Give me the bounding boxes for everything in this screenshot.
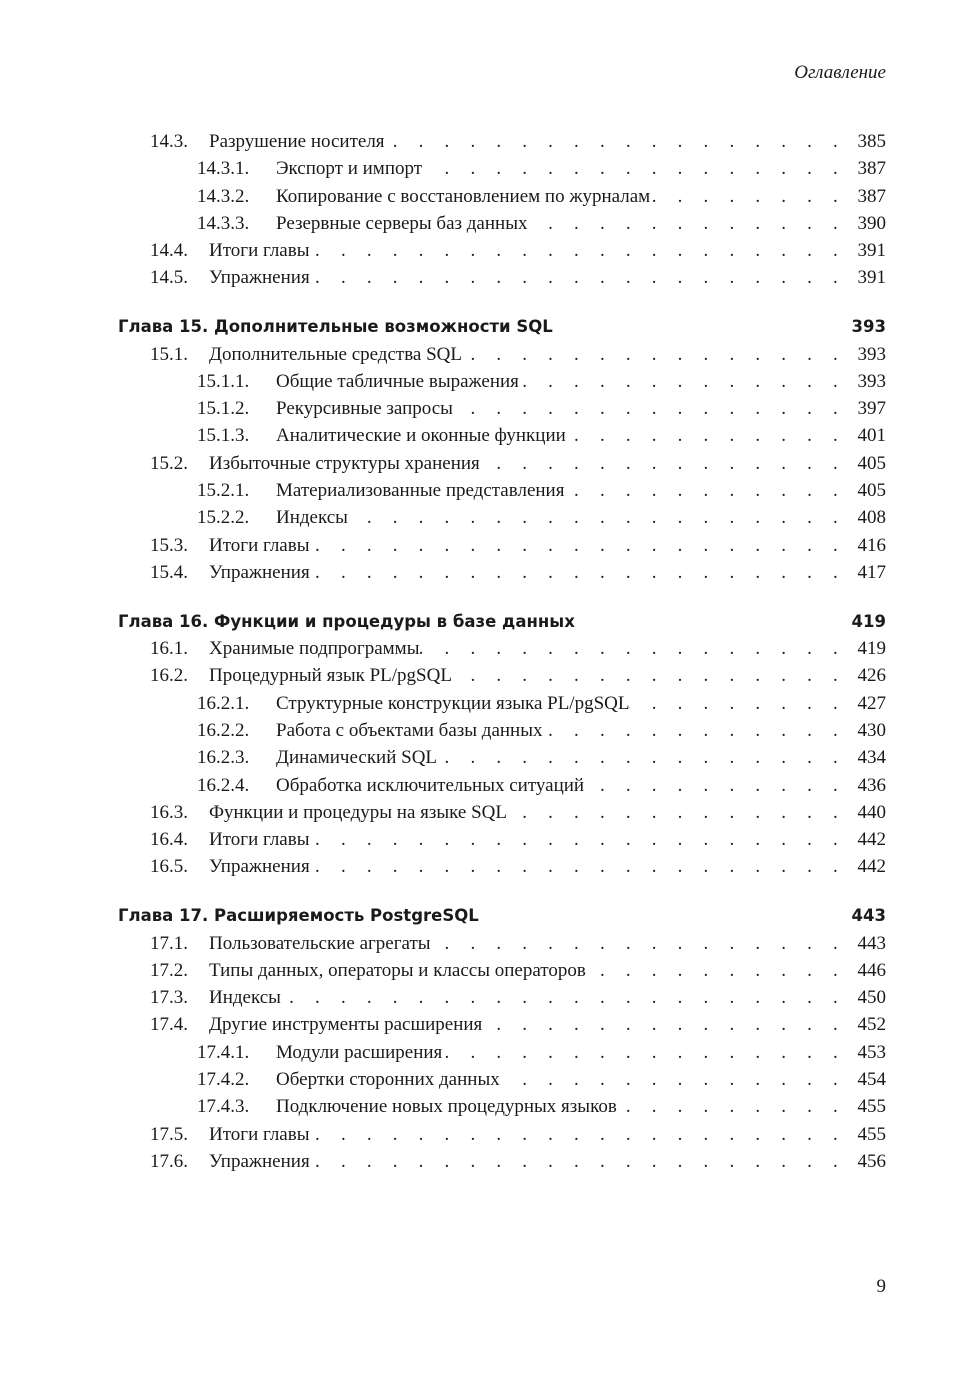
entry-number: 16.4. [150,829,188,851]
entry-page: 426 [857,665,886,687]
dot-leader [462,341,846,368]
entry-number: 15.2. [150,452,188,474]
entry-number: 15.2.1. [197,480,250,502]
entry-page: 427 [857,692,886,714]
toc-subsection-entry[interactable] [118,717,886,744]
entry-page: 453 [857,1041,886,1063]
toc-section-entry[interactable] [118,799,886,826]
dot-leader [519,368,846,395]
toc-section-entry[interactable] [118,1121,886,1148]
entry-page: 387 [857,185,886,207]
toc-section-entry[interactable] [118,450,886,477]
entry-page: 434 [857,747,886,769]
dot-leader [309,826,846,853]
chapter-page: 443 [851,906,886,926]
entry-number: 15.2.2. [197,507,250,529]
dot-leader [419,635,846,662]
dot-leader [566,422,846,449]
entry-title: Материализованные представления [276,480,565,502]
entry-page: 417 [857,561,886,583]
chapter-page: 419 [851,611,886,631]
toc-subsection-entry[interactable] [118,210,886,237]
entry-title: Хранимые подпрограммы [209,638,420,660]
dot-leader [507,799,846,826]
entry-page: 391 [857,267,886,289]
toc-subsection-entry[interactable] [118,395,886,422]
running-head: Оглавление [794,62,886,83]
entry-number: 17.3. [150,987,188,1009]
dot-leader [348,504,846,531]
entry-number: 15.1.2. [197,398,250,420]
toc-subsection-entry[interactable] [118,504,886,531]
entry-number: 17.1. [150,932,188,954]
entry-page: 408 [857,507,886,529]
entry-number: 17.5. [150,1123,188,1145]
entry-page: 385 [857,131,886,152]
toc-section-entry[interactable] [118,237,886,264]
dot-leader [527,210,846,237]
dot-leader [309,532,846,559]
entry-page: 446 [857,959,886,981]
entry-page: 430 [857,719,886,741]
entry-title: Индексы [209,987,281,1009]
toc-section-entry[interactable] [118,853,886,880]
chapter-title: Глава 16. Функции и процедуры в базе данных [118,611,575,631]
entry-page: 393 [857,343,886,365]
chapter-title: Глава 17. Расширяемость PostgreSQL [118,906,479,926]
entry-page: 436 [857,774,886,796]
entry-title: Рекурсивные запросы [276,398,453,420]
entry-page: 454 [857,1069,886,1090]
entry-number: 15.1.1. [197,370,250,392]
entry-page: 440 [857,801,886,823]
entry-number: 14.3.3. [197,212,250,234]
toc-subsection-entry[interactable] [118,477,886,504]
toc-subsection-entry[interactable] [118,690,886,717]
entry-title: Упражнения [209,267,310,289]
dot-leader [310,559,846,586]
toc-subsection-entry[interactable] [118,183,886,210]
entry-page: 416 [857,534,886,556]
dot-leader [629,690,846,717]
entry-title: Другие инструменты расширения [209,1014,483,1036]
entry-page: 405 [857,480,886,502]
entry-number: 15.4. [150,561,188,583]
toc-subsection-entry[interactable] [118,368,886,395]
entry-number: 17.4.3. [197,1096,250,1118]
toc-subsection-entry[interactable] [118,1093,886,1120]
toc-section-entry[interactable] [118,1148,886,1175]
entry-number: 14.3.1. [197,158,250,180]
entry-title: Обертки сторонних данных [276,1069,500,1090]
dot-leader [309,1121,846,1148]
entry-page: 390 [857,212,886,234]
entry-title: Итоги главы [209,829,310,851]
entry-page: 455 [857,1096,886,1118]
chapter-heading[interactable] [118,902,886,929]
toc-section-entry[interactable] [118,1011,886,1038]
dot-leader [453,395,846,422]
entry-title: Копирование с восстановлением по журналам [276,185,651,207]
dot-leader [310,853,846,880]
entry-title: Аналитические и оконные функции [276,425,566,447]
entry-number: 15.1. [150,343,188,365]
entry-title: Дополнительные средства SQL [209,343,463,365]
entry-title: Процедурный язык PL/pgSQL [209,665,452,687]
dot-leader [431,930,846,957]
toc-subsection-entry[interactable] [118,422,886,449]
toc-section-entry[interactable] [118,532,886,559]
entry-page: 443 [857,932,886,954]
entry-page: 405 [857,452,886,474]
toc-subsection-entry[interactable] [118,155,886,182]
entry-number: 14.5. [150,267,188,289]
toc-subsection-entry[interactable] [118,772,886,799]
entry-title: Работа с объектами базы данных [276,719,543,741]
entry-number: 16.2.4. [197,774,250,796]
dot-leader [422,155,846,182]
dot-leader [480,450,846,477]
dot-leader [310,1148,846,1175]
dot-leader [617,1093,846,1120]
toc-section-entry[interactable] [118,662,886,689]
entry-title: Индексы [276,507,348,529]
entry-number: 15.1.3. [197,425,250,447]
entry-title: Избыточные структуры хранения [209,452,480,474]
entry-title: Итоги главы [209,240,310,262]
entry-number: 16.1. [150,638,188,660]
toc-section-entry[interactable] [118,957,886,984]
dot-leader [452,662,846,689]
entry-title: Функции и процедуры на языке SQL [209,801,507,823]
entry-page: 397 [857,398,886,420]
entry-title: Пользовательские агрегаты [209,932,431,954]
entry-page: 452 [857,1014,886,1036]
dot-leader [586,957,846,984]
entry-page: 456 [857,1150,886,1172]
dot-leader [584,772,846,799]
entry-number: 14.3. [150,131,188,152]
entry-number: 16.2.2. [197,719,250,741]
entry-number: 15.3. [150,534,188,556]
dot-leader [482,1011,846,1038]
entry-title: Экспорт и импорт [276,158,423,180]
toc-section-entry[interactable] [118,264,886,291]
entry-page: 442 [857,856,886,878]
entry-number: 14.3.2. [197,185,250,207]
entry-number: 17.4.2. [197,1069,250,1090]
toc-section-entry[interactable] [118,930,886,957]
dot-leader [385,128,846,155]
entry-number: 17.6. [150,1150,188,1172]
entry-number: 17.4. [150,1014,188,1036]
entry-page: 450 [857,987,886,1009]
chapter-heading[interactable] [118,608,886,635]
entry-number: 16.2. [150,665,188,687]
entry-number: 14.4. [150,240,188,262]
entry-number: 16.2.3. [197,747,250,769]
entry-title: Динамический SQL [276,747,438,769]
toc-section-entry[interactable] [118,341,886,368]
entry-title: Подключение новых процедурных языков [276,1096,617,1118]
toc-section-entry[interactable] [118,826,886,853]
entry-page: 401 [857,425,886,447]
entry-title: Общие табличные выражения [276,370,519,392]
dot-leader [309,237,846,264]
chapter-page: 393 [851,317,886,337]
dot-leader [437,744,846,771]
entry-title: Структурные конструкции языка PL/pgSQL [276,692,630,714]
entry-number: 16.3. [150,801,188,823]
toc-subsection-entry[interactable] [118,1039,886,1066]
chapter-heading[interactable] [118,313,886,340]
entry-page: 442 [857,829,886,851]
entry-title: Итоги главы [209,1123,310,1145]
entry-title: Упражнения [209,856,310,878]
entry-title: Обработка исключительных ситуаций [276,774,585,796]
page-number: 9 [876,1276,886,1297]
dot-leader [442,1039,846,1066]
entry-title: Упражнения [209,561,310,583]
entry-number: 16.5. [150,856,188,878]
entry-title: Резервные серверы баз данных [276,212,528,234]
entry-page: 455 [857,1123,886,1145]
toc-section-entry[interactable] [118,984,886,1011]
entry-page: 387 [857,158,886,180]
entry-number: 17.2. [150,959,188,981]
toc-section-entry[interactable] [118,635,886,662]
table-of-contents [118,128,886,1175]
dot-leader [500,1066,846,1093]
dot-leader [542,717,846,744]
toc-subsection-entry[interactable] [118,744,886,771]
chapter-title: Глава 15. Дополнительные возможности SQL [118,317,553,337]
entry-page: 419 [857,638,886,660]
toc-subsection-entry[interactable] [118,1066,886,1093]
dot-leader [310,264,846,291]
entry-title: Типы данных, операторы и классы операторов [209,959,586,981]
entry-title: Разрушение носителя [209,131,385,152]
toc-section-entry[interactable] [118,559,886,586]
entry-page: 391 [857,240,886,262]
entry-title: Модули расширения [276,1041,443,1063]
entry-number: 17.4.1. [197,1041,250,1063]
dot-leader [564,477,846,504]
entry-title: Итоги главы [209,534,310,556]
dot-leader [650,183,846,210]
dot-leader [281,984,846,1011]
toc-section-entry[interactable] [118,128,886,155]
entry-page: 393 [857,370,886,392]
entry-title: Упражнения [209,1150,310,1172]
entry-number: 16.2.1. [197,692,250,714]
